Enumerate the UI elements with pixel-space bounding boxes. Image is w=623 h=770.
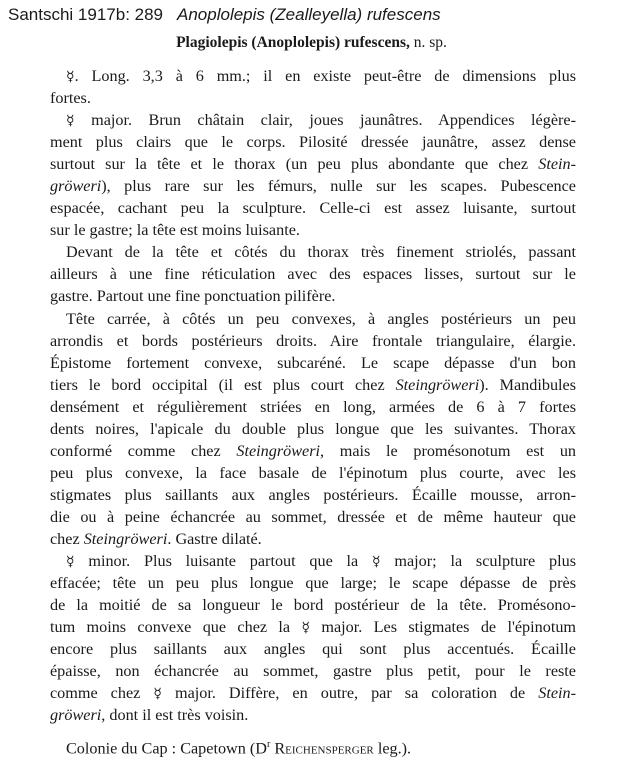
text-line: die ou à peine échancrée au sommet, dressée et de même hauteur que [50, 508, 576, 526]
text-line: effacée; tête un peu plus longue que large; le scape dépasse de près [50, 574, 576, 592]
text-line: de la moitié de sa longueur le bord postérieur de la tête. Promésono- [50, 596, 576, 614]
species-title [0, 34, 623, 52]
text-line: densément et régulièrement striées en long, armées de 6 à 7 fortes [50, 398, 576, 416]
text-line: ☿ major. Brun châtain clair, joues jaunâtres. Appendices légère- [66, 111, 576, 129]
worker-symbol: ☿ [66, 69, 75, 85]
text-line: arrondis et bords postérieurs droits. Aire frontale triangulaire, élargie. [50, 332, 576, 350]
text-line: Épistome fortement convexe, subcaréné. Le scape dépasse d'un bon [50, 354, 576, 372]
worker-symbol: ☿ [372, 554, 381, 570]
text-line: épaisse, non échancrée au sommet, gastre plus petit, pour le reste [50, 662, 576, 680]
text-line: dents noires, l'apicale du double plus longue que les suivantes. Thorax [50, 420, 576, 438]
species-status: n. sp. [413, 34, 447, 51]
text-line: tiers le bord occipital (il est plus court chez Steingröweri). Mandibules [50, 376, 577, 394]
collector-name: Reichensperger [274, 739, 374, 758]
text-line: gröweri, dont il est très voisin. [50, 706, 249, 724]
text-line: espacée, cachant peu la sculpture. Celle-ci est assez luisante, surtout [50, 199, 576, 217]
citation: Santschi 1917b: 289 [8, 5, 164, 24]
text-line: gastre. Partout une fine ponctuation pilifère. [50, 287, 336, 305]
worker-symbol: ☿ [301, 620, 311, 636]
text-line: ailleurs à une fine réticulation avec des espaces lisses, surtout sur le [50, 265, 576, 283]
text-line: peu plus convexe, la face basale de l'épinotum plus courte, avec les [50, 464, 576, 482]
text-line: ☿ minor. Plus luisante partout que la ☿ major; la sculpture plus [66, 552, 577, 570]
worker-symbol: ☿ [153, 686, 162, 702]
text-line: conformé comme chez Steingröweri, mais le promésonotum est un [50, 442, 577, 460]
species-name: Plagiolepis (Anoplolepis) rufescens, [176, 34, 410, 51]
text-line: Devant de la tête et côtés du thorax très finement striolés, passant [66, 243, 576, 261]
worker-symbol: ☿ [66, 554, 75, 570]
text-line: tum moins convexe que chez la ☿ major. Les stigmates de l'épinotum [50, 618, 577, 636]
text-line: ment plus clairs que le corps. Pilosité dressée jaunâtre, assez dense [50, 133, 576, 151]
text-line: encore plus saillants aux angles qui sont plus accentués. Écaille [50, 640, 576, 658]
text-line: fortes. [50, 89, 91, 107]
citation-header [8, 5, 618, 25]
worker-symbol: ☿ [66, 113, 75, 129]
text-line: ☿. Long. 3,3 à 6 mm.; il en existe peut-être de dimensions plus [66, 67, 577, 85]
taxon-name: Anoplolepis (Zealleyella) rufescens [177, 5, 441, 24]
text-line: Tête carrée, à côtés un peu convexes, à angles postérieurs un peu [66, 310, 576, 328]
text-line: gröweri), plus rare sur les fémurs, nulle sur les scapes. Pubescence [50, 177, 576, 195]
text-line: stigmates plus saillants aux angles postérieurs. Écaille mousse, arron- [50, 486, 576, 504]
text-line: chez Steingröweri. Gastre dilaté. [50, 530, 262, 548]
locality-line: Colonie du Cap : Capetown ($D^r$ Reichensperger leg.). [66, 739, 412, 758]
text-line: surtout sur la tête et le thorax (un peu plus abondante que chez Stein- [50, 155, 576, 173]
text-line: sur le gastre; la tête est moins luisante. [50, 221, 300, 239]
text-line: comme chez ☿ major. Diffère, en outre, par sa coloration de Stein- [50, 684, 577, 702]
